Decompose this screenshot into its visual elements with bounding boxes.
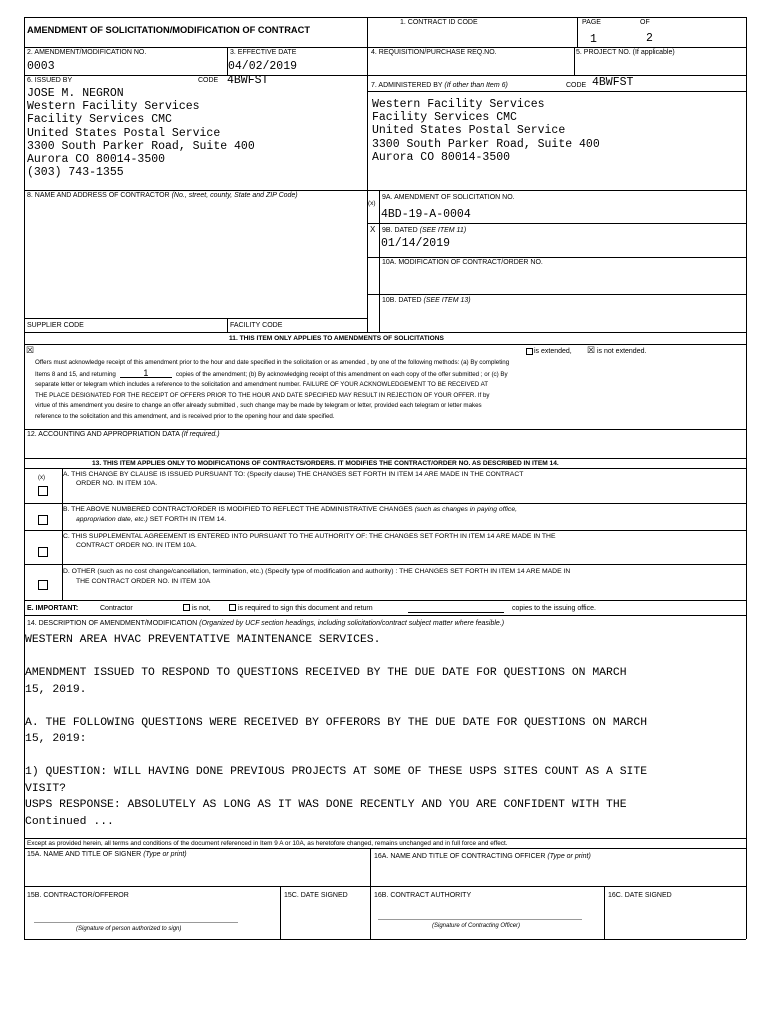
contractor-label xyxy=(27,192,298,200)
contract-id-label: 1. CONTRACT ID CODE xyxy=(400,19,478,26)
description-line: 15, 2019. xyxy=(25,683,87,696)
description-line: USPS RESPONSE: ABSOLUTELY AS LONG AS IT WAS DONE RECENTLY AND YOU ARE CONFIDENT WITH THE xyxy=(25,799,627,811)
description-line: AMENDMENT ISSUED TO RESPOND TO QUESTIONS RECEIVED BY THE DUE DATE FOR QUESTIONS ON MARCH xyxy=(25,667,627,679)
dated-9b-label xyxy=(382,227,466,235)
description-line: VISIT? xyxy=(25,782,67,795)
description-line xyxy=(25,649,647,666)
item-13b-note: (such as changes in paying office, xyxy=(414,506,518,513)
form-title: AMENDMENT OF SOLICITATION/MODIFICATION OF CONTRACT xyxy=(27,25,311,35)
item-13a-line1: A. THIS CHANGE BY CLAUSE IS ISSUED PURSUANT TO: (Specify clause) THE CHANGES SET FORTH IN ITEM 14 ARE MADE IN THE CONTRACT xyxy=(63,471,524,478)
item-13b-checkbox[interactable] xyxy=(38,515,48,525)
solicitation-no: 4BD-19-A-0004 xyxy=(381,208,471,221)
administered-by-label xyxy=(371,82,508,90)
address-line: Western Facility Services xyxy=(27,100,200,114)
accounting-text: 12. ACCOUNTING AND APPROPRIATION DATA xyxy=(27,431,180,438)
item-13a-line2: ORDER NO. IN ITEM 10A. xyxy=(76,480,158,487)
description-line xyxy=(25,748,647,765)
item-11-line: reference to the solicitation and this amendment, and is received prior to the opening hour and date specified. xyxy=(35,412,335,420)
item-13c-line2: CONTRACT ORDER NO. IN ITEM 10A. xyxy=(76,542,197,549)
dated-10b-text: 10B. DATED xyxy=(382,297,422,304)
important-label: E. IMPORTANT: xyxy=(27,605,79,612)
contractor-signature-caption: (Signature of person authorized to sign) xyxy=(76,926,182,932)
dated-9b: 01/14/2019 xyxy=(381,237,451,250)
officer-date-label: 16C. DATE SIGNED xyxy=(608,892,672,899)
x-column-label: (x) xyxy=(368,200,376,207)
except-statement: Except as provided herein, all terms and conditions of the document referenced in Item 9 A or 10A, as heretofore changed, remains unchanged and in full force and effect. xyxy=(27,840,508,847)
item-13b-note2: appropriation date, etc.) xyxy=(76,516,148,523)
admin-code: 4BWFST xyxy=(592,76,634,89)
is-not-label: is not, xyxy=(192,605,211,612)
officer-name-text: 16A. NAME AND TITLE OF CONTRACTING OFFICER xyxy=(374,853,546,860)
item-11-checkbox[interactable]: ☒ xyxy=(26,345,35,355)
item-11-line: virtue of this amendment you desire to change an offer already submitted , such change may be made by telegram or letter, provided each telegram or letter makes xyxy=(35,402,482,410)
address-line: JOSE M. NEGRON xyxy=(27,87,124,100)
item-11-title: 11. THIS ITEM ONLY APPLIES TO AMENDMENTS OF SOLICITATIONS xyxy=(229,335,444,342)
administered-by-text: 7. ADMINISTERED BY xyxy=(371,82,443,89)
description-line: WESTERN AREA HVAC PREVENTATIVE MAINTENANCE SERVICES. xyxy=(25,634,381,646)
address-line: Aurora CO 80014-3500 xyxy=(27,153,166,167)
important-contractor: Contractor xyxy=(100,605,133,612)
is-extended-checkbox[interactable] xyxy=(526,348,533,355)
effective-date: 04/02/2019 xyxy=(228,60,298,73)
page-number: 1 xyxy=(590,33,597,46)
description-label xyxy=(27,620,504,628)
address-line: 3300 South Parker Road, Suite 400 xyxy=(372,137,600,151)
address-line: 3300 South Parker Road, Suite 400 xyxy=(27,139,255,153)
dated-10b-note: (SEE ITEM 13) xyxy=(423,297,471,304)
item-13c-line1: C. THIS SUPPLEMENTAL AGREEMENT IS ENTERED INTO PURSUANT TO THE AUTHORITY OF: THE CHANGES SET FORTH IN ITEM 14 ARE MADE IN THE xyxy=(63,533,556,540)
description-line: A. THE FOLLOWING QUESTIONS WERE RECEIVED BY OFFERORS BY THE DUE DATE FOR QUESTIONS ON MARCH xyxy=(25,716,648,729)
address-line: Facility Services CMC xyxy=(27,113,172,127)
address-line: United States Postal Service xyxy=(372,124,566,138)
effective-date-label: 3. EFFECTIVE DATE xyxy=(230,49,297,56)
item-13-x-label: (x) xyxy=(38,475,45,481)
description-text: 14. DESCRIPTION OF AMENDMENT/MODIFICATION xyxy=(27,620,198,627)
page-count: 2 xyxy=(646,32,653,45)
item-13b-text2: SET FORTH IN ITEM 14. xyxy=(149,516,227,523)
accounting-label xyxy=(27,431,220,439)
address-line: Western Facility Services xyxy=(372,98,545,111)
description-body xyxy=(25,632,647,830)
dated-10b-label xyxy=(382,297,471,305)
description-line xyxy=(25,698,647,715)
item-13-title: 13. THIS ITEM APPLIES ONLY TO MODIFICATIONS OF CONTRACTS/ORDERS. IT MODIFIES THE CONTRACT/ORDER NO. AS DESCRIBED IN ITEM 14. xyxy=(92,460,559,467)
issued-code: 4BWFST xyxy=(227,74,269,87)
item-11-line-part: Items 8 and 15, and returning xyxy=(35,370,116,378)
officer-name-label xyxy=(374,853,591,861)
solicitation-no-label: 9A. AMENDMENT OF SOLICITATION NO. xyxy=(382,194,515,201)
item-11-line: separate letter or telegram which includes a reference to the solicitation and amendment number. FAILURE OF YOUR ACKNOWLEDGEMENT TO BE RECEIVED AT xyxy=(35,381,489,389)
copies-label: copies to the issuing office. xyxy=(512,605,596,612)
issued-by-address xyxy=(27,87,255,179)
amendment-no: 0003 xyxy=(27,60,55,73)
is-not-extended-label: is not extended. xyxy=(597,348,647,355)
item-13b-text: B. THE ABOVE NUMBERED CONTRACT/ORDER IS MODIFIED TO REFLECT THE ADMINISTRATIVE CHANGES xyxy=(63,506,413,513)
officer-name-note: (Type or print) xyxy=(547,853,591,860)
item-13d-line1: D. OTHER (such as no cost change/cancellation, termination, etc.) (Specify type of modification and authority) : THE CHANGES SET FORTH IN ITEM 14 ARE MADE IN xyxy=(63,568,571,575)
item-13d-checkbox[interactable] xyxy=(38,580,48,590)
dated-9b-text: 9B. DATED xyxy=(382,227,418,234)
description-note: (Organized by UCF section headings, including solicitation/contract subject matter where feasible.) xyxy=(199,620,505,627)
of-label: OF xyxy=(640,19,650,26)
address-line: Facility Services CMC xyxy=(372,111,517,125)
modification-no-label: 10A. MODIFICATION OF CONTRACT/ORDER NO. xyxy=(382,259,543,266)
item-11-text xyxy=(35,358,509,423)
contractor-text: 8. NAME AND ADDRESS OF CONTRACTOR xyxy=(27,192,170,199)
project-no-label: 5. PROJECT NO. (If applicable) xyxy=(576,49,675,56)
contractor-date-label: 15C. DATE SIGNED xyxy=(284,892,348,899)
description-line: Continued ... xyxy=(25,815,114,828)
issued-code-label: CODE xyxy=(198,77,219,84)
is-extended-label: is extended, xyxy=(534,348,572,355)
item-13a-checkbox[interactable] xyxy=(38,486,48,496)
contractor-note: (No., street, county, State and ZIP Code) xyxy=(171,192,298,199)
address-line: United States Postal Service xyxy=(27,126,221,140)
is-required-label: is required to sign this document and return xyxy=(238,605,373,612)
item-11-line xyxy=(35,369,509,381)
administered-by-address xyxy=(372,98,600,164)
signer-name-text: 15A. NAME AND TITLE OF SIGNER xyxy=(27,851,142,858)
accounting-note: (If required.) xyxy=(181,431,220,438)
requisition-label: 4. REQUISITION/PURCHASE REQ.NO. xyxy=(371,49,497,56)
page-label: PAGE xyxy=(582,19,601,26)
facility-code-label: FACILITY CODE xyxy=(230,322,283,329)
is-not-extended-checkbox[interactable]: ☒ xyxy=(587,345,596,355)
description-line: 15, 2019: xyxy=(25,733,87,745)
item-13c-checkbox[interactable] xyxy=(38,547,48,557)
description-line: 1) QUESTION: WILL HAVING DONE PREVIOUS PROJECTS AT SOME OF THESE USPS SITES COUNT AS A SITE xyxy=(25,766,648,778)
amendment-no-label: 2. AMENDMENT/MODIFICATION NO. xyxy=(27,49,147,56)
copies-blank[interactable] xyxy=(408,612,504,613)
item-11-line: THE PLACE DESIGNATED FOR THE RECEIPT OF OFFERS PRIOR TO THE HOUR AND DATE SPECIFIED MAY RESULT IN REJECTION OF YOUR OFFER. If by xyxy=(35,391,490,399)
issued-by-label: 6. ISSUED BY xyxy=(27,77,73,84)
supplier-code-label: SUPPLIER CODE xyxy=(27,322,84,329)
is-not-checkbox[interactable] xyxy=(183,604,190,611)
contract-authority-label: 16B. CONTRACT AUTHORITY xyxy=(374,892,472,899)
administered-by-note: (If other than Item 6) xyxy=(444,82,508,89)
item-11-line-part: copies of the amendment; (b) By acknowledging receipt of this amendment on each copy of the offer submitted ; or (c) By xyxy=(175,370,508,378)
item-11-line: Offers must acknowledge receipt of this amendment prior to the hour and date specified in the solicitation or as amended , by one of the following methods: (a) By completing xyxy=(35,359,510,366)
signer-name-label xyxy=(27,851,187,859)
officer-signature-caption: (Signature of Contracting Officer) xyxy=(432,923,521,929)
item-9-x-mark: X xyxy=(370,225,376,234)
admin-code-label: CODE xyxy=(566,82,587,89)
contractor-offeror-label: 15B. CONTRACTOR/OFFEROR xyxy=(27,892,129,899)
signer-name-note: (Type or print) xyxy=(143,851,187,858)
item-13b-line1 xyxy=(63,506,517,514)
dated-9b-note: (SEE ITEM 11) xyxy=(419,227,467,234)
item-13d-line2: THE CONTRACT ORDER NO. IN ITEM 10A xyxy=(76,578,211,585)
is-required-checkbox[interactable] xyxy=(229,604,236,611)
address-line: Aurora CO 80014-3500 xyxy=(372,150,511,164)
address-line: (303) 743-1355 xyxy=(27,166,124,180)
copies-count: 1 xyxy=(120,369,172,378)
item-13b-line2 xyxy=(76,516,226,524)
